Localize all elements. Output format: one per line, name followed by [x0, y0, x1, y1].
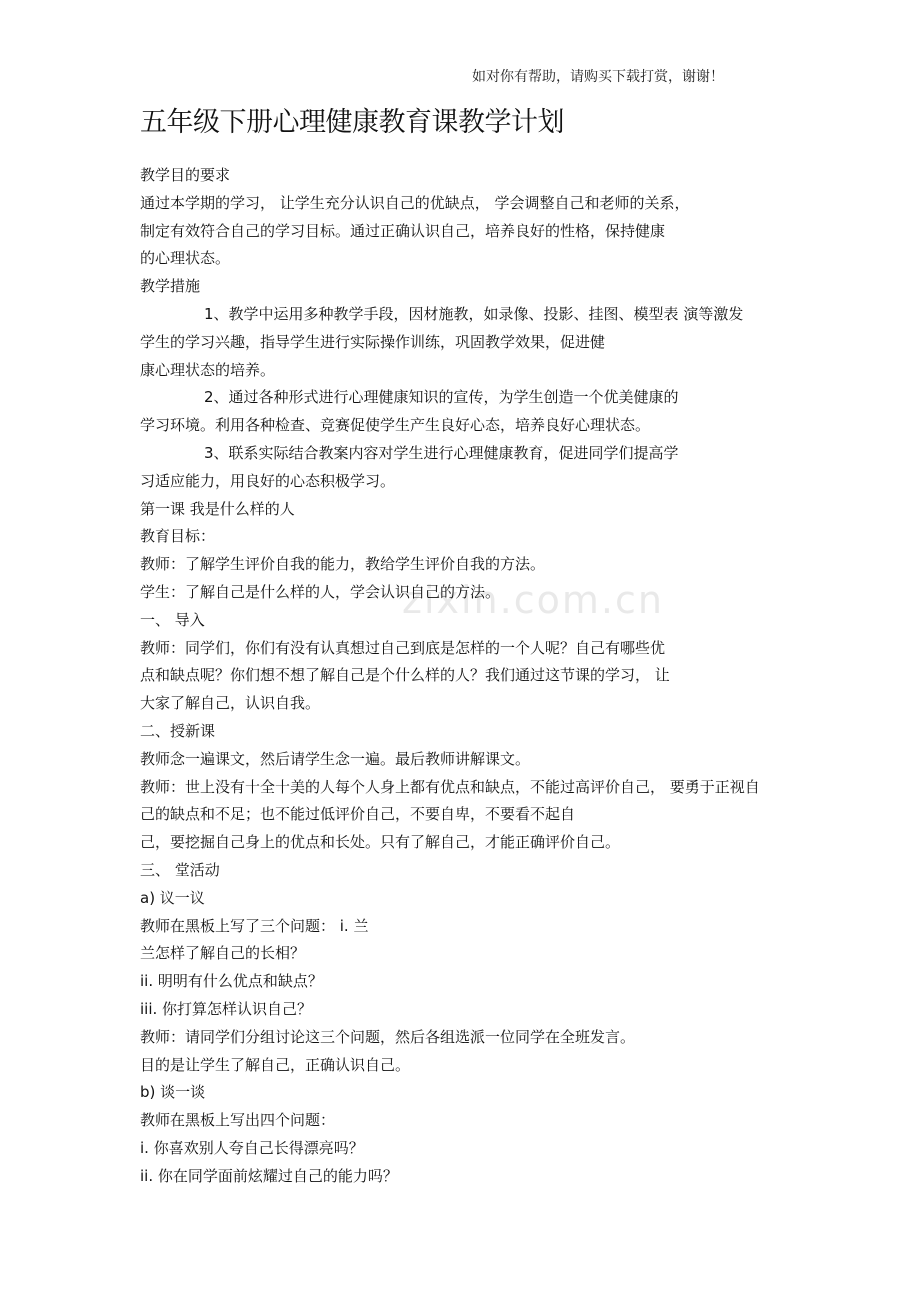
text-line: 通过本学期的学习， 让学生充分认识自己的优缺点， 学会调整自己和老师的关系，: [140, 193, 690, 212]
text-line: 学生的学习兴趣，指导学生进行实际操作训练，巩固教学效果，促进健: [140, 332, 606, 351]
text-line: 教师：同学们，你们有没有认真想过自己到底是怎样的一个人呢？自己有哪些优: [140, 638, 666, 657]
text-line: 习适应能力，用良好的心态积极学习。: [140, 471, 396, 490]
text-line: 教学措施: [140, 277, 201, 296]
text-line: ii. 明明有什么优点和缺点？: [140, 972, 323, 991]
text-line: i. 你喜欢别人夸自己长得漂亮吗？: [140, 1138, 364, 1157]
text-line: 二、授新课: [140, 721, 216, 740]
text-line: 第一课 我是什么样的人: [140, 499, 295, 518]
text-line: 制定有效符合自己的学习目标。通过正确认识自己，培养良好的性格，保持健康: [140, 221, 666, 240]
watermark: zixin.com.cn: [402, 578, 664, 622]
text-line: 兰怎样了解自己的长相？: [140, 944, 306, 963]
text-line: 3、联系实际结合教案内容对学生进行心理健康教育，促进同学们提高学: [204, 443, 679, 462]
text-line: 一、 导入: [140, 610, 205, 629]
text-line: iii. 你打算怎样认识自己？: [140, 999, 313, 1018]
text-line: 教师念一遍课文，然后请学生念一遍。最后教师讲解课文。: [140, 749, 531, 768]
document-body: [140, 162, 800, 1190]
text-line: 点和缺点呢？你们想不想了解自己是个什么样的人？我们通过这节课的学习， 让: [140, 666, 670, 685]
text-line: 1、教学中运用多种教学手段，因材施教，如录像、投影、挂图、模型表 演等激发: [204, 304, 744, 323]
text-line: 康心理状态的培养。: [140, 360, 276, 379]
text-line: 己的缺点和不足；也不能过低评价自己，不要自卑，不要看不起自: [140, 805, 576, 824]
page-title: 五年级下册心理健康教育课教学计划: [140, 107, 564, 138]
text-line: 学习环境。利用各种检查、竞赛促使学生产生良好心态，培养良好心理状态。: [140, 416, 651, 435]
text-line: 教师在黑板上写了三个问题： i. 兰: [140, 916, 369, 935]
text-line: 三、 堂活动: [140, 860, 220, 879]
text-line: a) 议一议: [140, 888, 205, 907]
text-line: 教师：世上没有十全十美的人每个人身上都有优点和缺点，不能过高评价自己， 要勇于正视自: [140, 777, 760, 796]
text-line: 教师在黑板上写出四个问题：: [140, 1111, 336, 1130]
text-line: 教育目标：: [140, 527, 216, 546]
text-line: 教师：请同学们分组讨论这三个问题，然后各组选派一位同学在全班发言。: [140, 1027, 636, 1046]
text-line: 大家了解自己，认识自我。: [140, 694, 321, 713]
header-note: 如对你有帮助，请购买下载打赏，谢谢！: [472, 69, 724, 85]
text-line: 教师：了解学生评价自我的能力，教给学生评价自我的方法。: [140, 555, 546, 574]
text-line: 学生：了解自己是什么样的人，学会认识自己的方法。: [140, 582, 501, 601]
text-line: 目的是让学生了解自己，正确认识自己。: [140, 1055, 411, 1074]
text-line: 2、通过各种形式进行心理健康知识的宣传，为学生创造一个优美健康的: [204, 388, 679, 407]
text-line: 教学目的要求: [140, 166, 231, 184]
text-line: 的心理状态。: [140, 249, 231, 268]
text-line: 己，要挖掘自己身上的优点和长处。只有了解自己，才能正确评价自己。: [140, 833, 621, 852]
text-line: ii. 你在同学面前炫耀过自己的能力吗？: [140, 1166, 398, 1185]
text-line: b) 谈一谈: [140, 1083, 206, 1102]
